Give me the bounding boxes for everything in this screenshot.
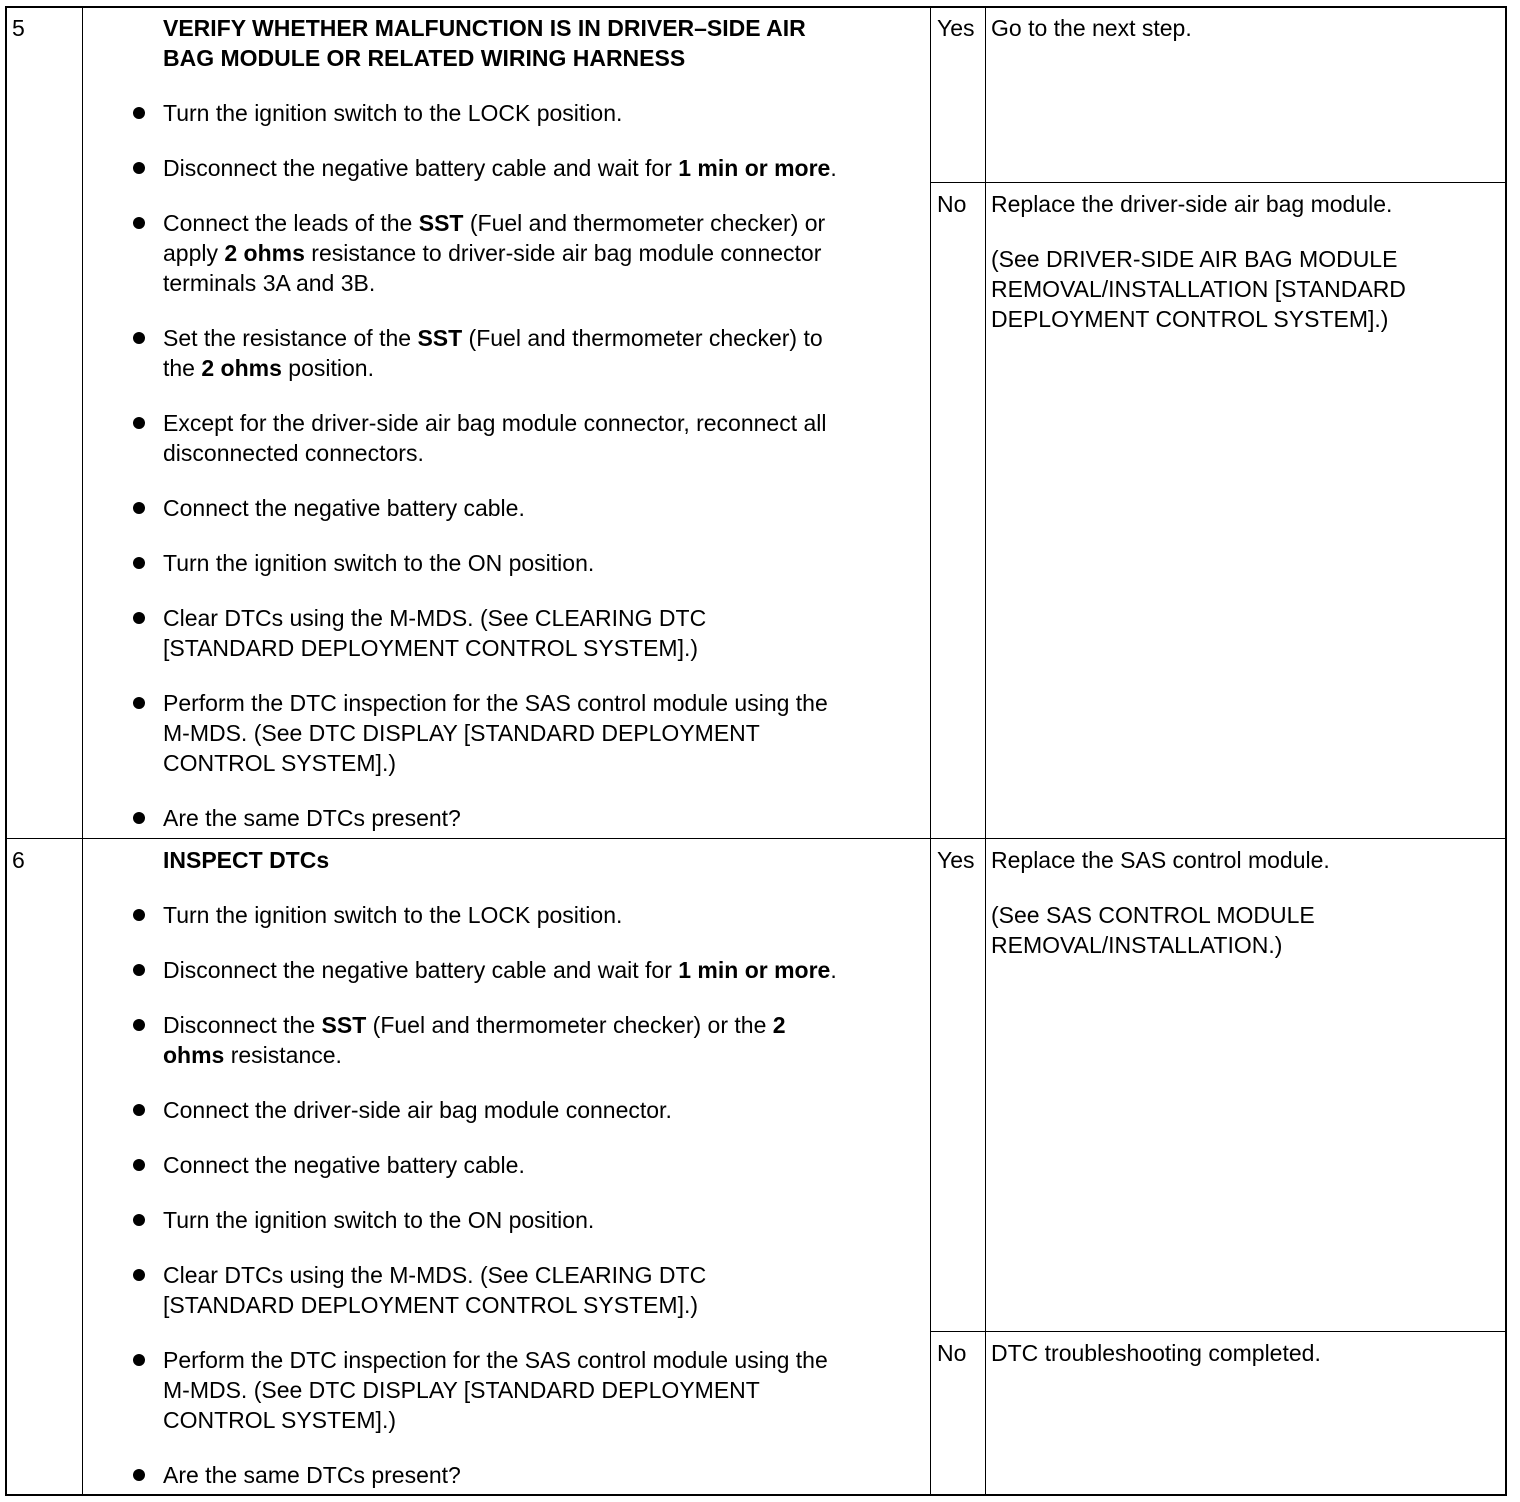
bullet-dot <box>133 964 145 976</box>
bullet-text-line: Turn the ignition switch to the ON position. <box>163 1207 595 1233</box>
column-divider-answer <box>985 7 986 1495</box>
bullet-dot <box>133 332 145 344</box>
bullet-dot <box>133 417 145 429</box>
yes-result-line: Go to the next step. <box>991 15 1192 41</box>
bullet-text-line: CONTROL SYSTEM].) <box>163 750 396 776</box>
bullet-text-line: CONTROL SYSTEM].) <box>163 1407 396 1433</box>
bullet-text-line: the 2 ohms position. <box>163 355 374 381</box>
bullet-text-line: Connect the driver-side air bag module connector. <box>163 1097 672 1123</box>
bullet-text-line: Perform the DTC inspection for the SAS control module using the <box>163 690 828 716</box>
bullet-dot <box>133 107 145 119</box>
no-result-line: (See DRIVER-SIDE AIR BAG MODULE <box>991 246 1398 272</box>
row-divider-step6-yes-no <box>930 1331 1506 1332</box>
yes-result-line: Replace the SAS control module. <box>991 847 1330 873</box>
row-divider-step5-yes-no <box>930 182 1506 183</box>
bullet-text-line: terminals 3A and 3B. <box>163 270 376 296</box>
column-divider-number <box>82 7 83 1495</box>
step-heading-line: INSPECT DTCs <box>163 847 330 873</box>
yes-label: Yes <box>937 15 975 41</box>
bullet-text-line: M-MDS. (See DTC DISPLAY [STANDARD DEPLOYMENT <box>163 720 760 746</box>
bullet-dot <box>133 502 145 514</box>
yes-label: Yes <box>937 847 975 873</box>
bullet-dot <box>133 1214 145 1226</box>
bullet-text-line: [STANDARD DEPLOYMENT CONTROL SYSTEM].) <box>163 635 699 661</box>
bullet-dot <box>133 1104 145 1116</box>
bullet-text-line: Clear DTCs using the M-MDS. (See CLEARING DTC <box>163 1262 707 1288</box>
bullet-text-line: Connect the negative battery cable. <box>163 1152 525 1178</box>
bullet-text-line: apply 2 ohms resistance to driver-side air bag module connector <box>163 240 822 266</box>
bullet-dot <box>133 612 145 624</box>
bullet-text-line: Are the same DTCs present? <box>163 805 461 831</box>
step-heading-line: VERIFY WHETHER MALFUNCTION IS IN DRIVER–SIDE AIR <box>163 15 806 41</box>
bullet-text-line: Turn the ignition switch to the LOCK position. <box>163 100 623 126</box>
bullet-text-line: Connect the negative battery cable. <box>163 495 525 521</box>
bullet-text-line: disconnected connectors. <box>163 440 424 466</box>
yes-result-line: (See SAS CONTROL MODULE <box>991 902 1315 928</box>
no-result-line: Replace the driver-side air bag module. <box>991 191 1393 217</box>
row-divider-step5-step6 <box>6 838 1506 839</box>
no-label: No <box>937 1340 967 1366</box>
bullet-dot <box>133 909 145 921</box>
bullet-text-line: Disconnect the SST (Fuel and thermometer checker) or the 2 <box>163 1012 786 1038</box>
no-label: No <box>937 191 967 217</box>
bullet-text-line: Except for the driver-side air bag module connector, reconnect all <box>163 410 827 436</box>
bullet-dot <box>133 162 145 174</box>
bullet-dot <box>133 557 145 569</box>
bullet-text-line: Set the resistance of the SST (Fuel and thermometer checker) to <box>163 325 823 351</box>
bullet-text-line: ohms resistance. <box>163 1042 342 1068</box>
step-heading-line: BAG MODULE OR RELATED WIRING HARNESS <box>163 45 686 71</box>
bullet-dot <box>133 812 145 824</box>
bullet-dot <box>133 697 145 709</box>
step-number: 6 <box>12 847 25 873</box>
column-divider-action <box>930 7 931 1495</box>
bullet-dot <box>133 1269 145 1281</box>
step-number: 5 <box>12 15 25 41</box>
bullet-text-line: Turn the ignition switch to the LOCK position. <box>163 902 623 928</box>
bullet-dot <box>133 1159 145 1171</box>
bullet-text-line: [STANDARD DEPLOYMENT CONTROL SYSTEM].) <box>163 1292 699 1318</box>
bullet-dot <box>133 217 145 229</box>
no-result-line: DTC troubleshooting completed. <box>991 1340 1321 1366</box>
bullet-dot <box>133 1469 145 1481</box>
bullet-text-line: Disconnect the negative battery cable and wait for 1 min or more. <box>163 957 837 983</box>
bullet-text-line: Disconnect the negative battery cable and wait for 1 min or more. <box>163 155 837 181</box>
bullet-text-line: Clear DTCs using the M-MDS. (See CLEARING DTC <box>163 605 707 631</box>
no-result-line: DEPLOYMENT CONTROL SYSTEM].) <box>991 306 1389 332</box>
bullet-text-line: Turn the ignition switch to the ON position. <box>163 550 595 576</box>
bullet-dot <box>133 1354 145 1366</box>
yes-result-line: REMOVAL/INSTALLATION.) <box>991 932 1283 958</box>
bullet-text-line: Are the same DTCs present? <box>163 1462 461 1488</box>
no-result-line: REMOVAL/INSTALLATION [STANDARD <box>991 276 1406 302</box>
bullet-text-line: Perform the DTC inspection for the SAS control module using the <box>163 1347 828 1373</box>
bullet-dot <box>133 1019 145 1031</box>
bullet-text-line: Connect the leads of the SST (Fuel and thermometer checker) or <box>163 210 826 236</box>
bullet-text-line: M-MDS. (See DTC DISPLAY [STANDARD DEPLOYMENT <box>163 1377 760 1403</box>
